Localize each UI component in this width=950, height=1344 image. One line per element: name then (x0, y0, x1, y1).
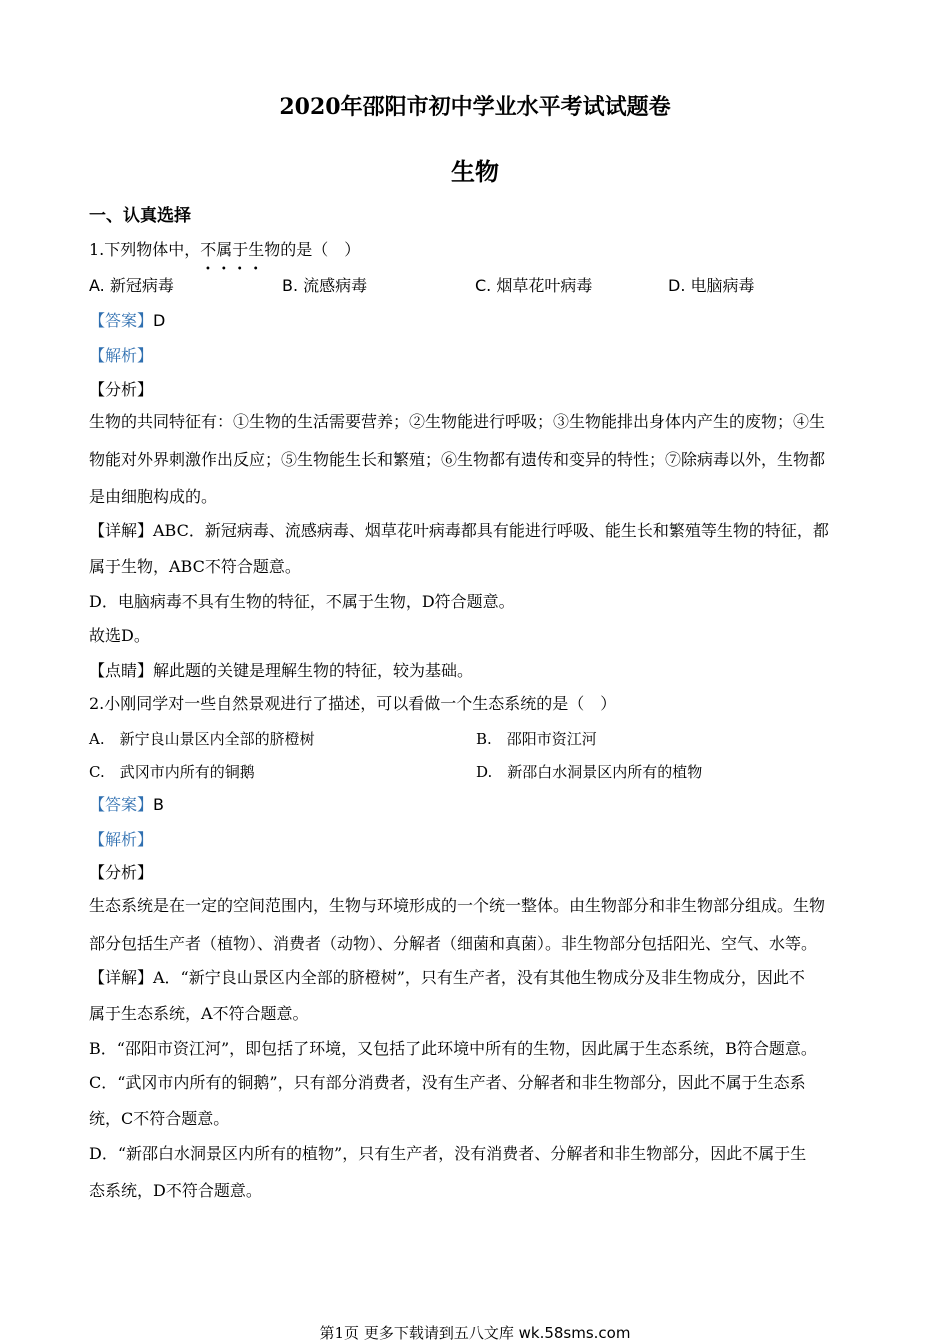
q1-option-d: D. 电脑病毒 (668, 276, 755, 295)
document-subject: 生物 (451, 157, 499, 186)
q1-option-b: B. 流感病毒 (282, 276, 368, 295)
document-title: 2020年邵阳市初中学业水平考试试题卷 (279, 94, 671, 120)
section-heading: 一、认真选择 (89, 206, 191, 226)
q1-fenxi-line-2: 物能对外界刺激作出反应；⑤生物能生长和繁殖；⑥生物都有遗传和变异的特性；⑦除病毒以外，生物都 (89, 450, 826, 469)
q1-detail-line-3: D．电脑病毒不具有生物的特征，不属于生物，D符合题意。 (89, 592, 515, 611)
q2-detail-line-4: C．“武冈市内所有的铜鹅”，只有部分消费者，没有生产者、分解者和非生物部分，因此不属于生态系 (89, 1073, 806, 1092)
q2-option-a: A. 新宁良山景区内全部的脐橙树 (89, 730, 315, 748)
q2-detail-line-1: 【详解】A．“新宁良山景区内全部的脐橙树”，只有生产者，没有其他生物成分及非生物成分，因此不 (89, 968, 805, 987)
question-2-stem: 2.小刚同学对一些自然景观进行了描述，可以看做一个生态系统的是（ ） (89, 694, 617, 713)
q1-choice: 故选D。 (89, 626, 150, 645)
q2-option-b: B. 邵阳市资江河 (476, 730, 597, 748)
q1-fenxi-label: 【分析】 (89, 380, 154, 399)
q2-fenxi-label: 【分析】 (89, 863, 154, 882)
q1-fenxi-line-3: 是由细胞构成的。 (89, 487, 218, 506)
question-1-stem: 1.下列物体中，不属于生物的是（ ） (89, 240, 361, 259)
q2-detail-line-7: 态系统，D不符合题意。 (89, 1181, 262, 1200)
q1-analysis-label: 【解析】 (89, 346, 154, 365)
q1-tip: 【点睛】解此题的关键是理解生物的特征，较为基础。 (89, 661, 474, 680)
q2-analysis-label: 【解析】 (89, 830, 154, 849)
q1-detail-line-1: 【详解】ABC．新冠病毒、流感病毒、烟草花叶病毒都具有能进行呼吸、能生长和繁殖等生物的特征，都 (89, 521, 829, 540)
q2-fenxi-line-2: 部分包括生产者（植物）、消费者（动物）、分解者（细菌和真菌）。非生物部分包括阳光、空气、水等。 (89, 934, 818, 953)
emphasis-dots: •••• (205, 264, 269, 275)
q1-detail-line-2: 属于生物，ABC不符合题意。 (89, 557, 301, 576)
q2-option-c: C. 武冈市内所有的铜鹅 (89, 763, 255, 781)
q2-detail-line-6: D．“新邵白水洞景区内所有的植物”，只有生产者，没有消费者、分解者和非生物部分，因此不属于生 (89, 1144, 807, 1163)
q2-answer: 【答案】B (89, 795, 164, 814)
q2-option-d: D. 新邵白水洞景区内所有的植物 (476, 763, 703, 781)
q1-option-a: A. 新冠病毒 (89, 276, 174, 295)
q2-fenxi-line-1: 生态系统是在一定的空间范围内，生物与环境形成的一个统一整体。由生物部分和非生物部分组成。生物 (89, 896, 826, 915)
q2-detail-line-3: B．“邵阳市资江河”，即包括了环境，又包括了此环境中所有的生物，因此属于生态系统，B符合题意。 (89, 1039, 817, 1058)
page-footer: 第1页 更多下载请到五八文库 wk.58sms.com (319, 1324, 631, 1342)
q1-option-c: C. 烟草花叶病毒 (475, 276, 593, 295)
q1-fenxi-line-1: 生物的共同特征有：①生物的生活需要营养；②生物能进行呼吸；③生物能排出身体内产生的废物；④生 (89, 412, 826, 431)
q1-answer: 【答案】D (89, 311, 166, 330)
q2-detail-line-2: 属于生态系统，A不符合题意。 (89, 1004, 309, 1023)
q2-detail-line-5: 统，C不符合题意。 (89, 1109, 230, 1128)
